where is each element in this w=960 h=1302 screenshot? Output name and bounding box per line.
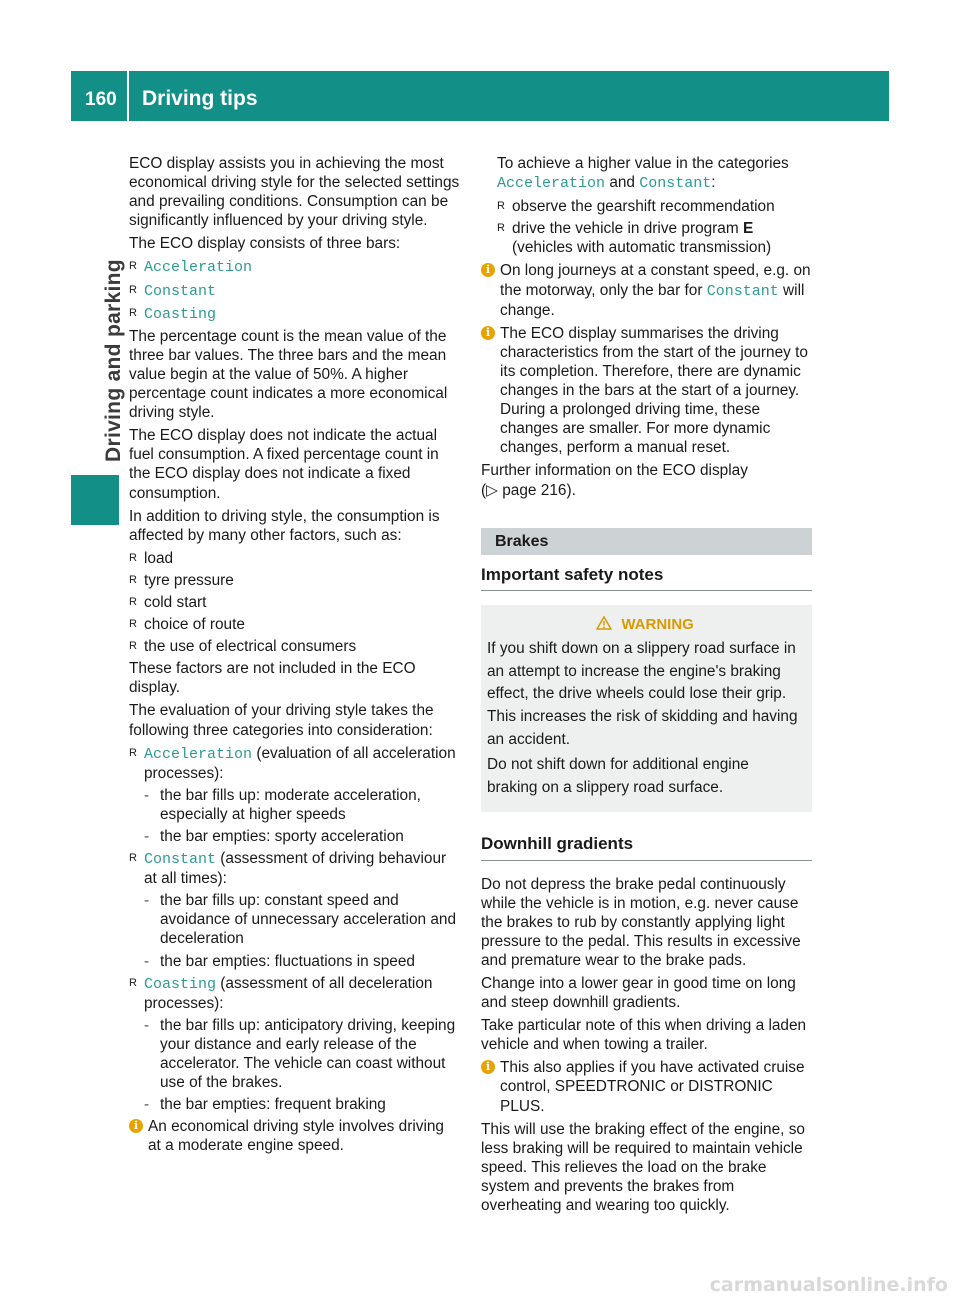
paragraph: This will use the braking effect of the engine, so less braking will be required to maintain vehicle speed. This relieves the load on the brake system and prevents the brakes from overheating and wearing too quickly. — [481, 1120, 805, 1215]
sub-list-text: the bar empties: sporty acceleration — [160, 828, 404, 845]
bullet-marker-icon: R — [129, 640, 137, 653]
sub-list-text: the bar fills up: anticipatory driving, keeping your distance and early release of the accelerator. The vehicle can coast without use of the brakes. — [160, 1016, 456, 1092]
info-text: On long journeys at a constant speed, e.g. on the motorway, only the bar for — [500, 262, 811, 299]
side-tab-marker — [71, 475, 119, 525]
list-item-text: (vehicles with automatic transmission) — [512, 239, 772, 257]
list-item-text: observe the gearshift recommendation — [512, 198, 775, 216]
category-desc: (evaluation of all acceleration processes): — [144, 744, 456, 782]
info-text: This also applies if you have activated cruise control, SPEEDTRONIC or DISTRONIC PLUS. — [500, 1059, 805, 1115]
sub-list-item — [129, 952, 461, 971]
paragraph: Change into a lower gear in good time on long and steep downhill gradients. — [481, 975, 796, 1012]
list-item — [129, 615, 461, 634]
list-item — [129, 549, 461, 568]
code-term: Constant — [144, 282, 217, 300]
further-text: Further information on the ECO display — [481, 462, 748, 480]
dash-marker: - — [144, 828, 150, 845]
info-icon: i — [129, 1119, 143, 1133]
code-term: Acceleration — [144, 259, 253, 277]
code-term: Constant — [706, 282, 779, 300]
sub-list-item — [129, 786, 461, 824]
category-desc: (assessment of all deceleration processes): — [144, 974, 433, 1012]
category-item-constant — [129, 849, 461, 888]
list-item-text: drive the vehicle in drive program — [512, 220, 739, 238]
list-item — [129, 304, 461, 324]
dash-marker: - — [144, 952, 150, 970]
info-note — [129, 1117, 461, 1155]
page-reference-arrow-icon: (▷ — [481, 481, 498, 499]
info-icon: i — [481, 263, 495, 277]
list-item-text: choice of route — [144, 616, 245, 634]
bullet-marker-icon: R — [497, 222, 505, 235]
code-term: Coasting — [144, 305, 217, 323]
sub-list-text: the bar empties: fluctuations in speed — [160, 952, 415, 970]
drive-program-letter: E — [742, 220, 754, 238]
subheading-downhill-gradients: Downhill gradients — [481, 834, 812, 860]
category-item-coasting — [129, 974, 461, 1013]
dash-marker: - — [144, 892, 150, 910]
bullet-marker-icon: R — [129, 595, 137, 608]
intro-and: and — [609, 174, 635, 192]
dash-marker: - — [144, 1096, 150, 1114]
list-item — [129, 571, 461, 590]
paragraph: The percentage count is the mean value of the three bar values. The three bars and the mean value begin at the value of 50%. A higher percentage count indicates a more economical driving style. — [129, 327, 448, 422]
category-item-acceleration — [129, 744, 461, 783]
paragraph — [481, 461, 812, 499]
warning-text: If you shift down on a slippery road surface in an attempt to increase the engine's braking effect, the drive wheels could lose their grip. This increases the risk of skidding and having an accident. — [487, 640, 798, 748]
sub-list-item — [129, 1016, 461, 1092]
sub-list-item — [129, 891, 461, 948]
sub-list-text: the bar fills up: moderate acceleration, especially at higher speeds — [160, 786, 421, 823]
bullet-marker-icon: R — [129, 283, 137, 296]
info-icon: i — [481, 326, 495, 340]
list-item — [497, 197, 812, 216]
warning-text: Do not shift down for additional engine braking on a slippery road surface. — [487, 756, 749, 796]
list-item — [129, 281, 461, 301]
page-title: Driving tips — [142, 87, 258, 110]
code-term: Acceleration — [497, 175, 606, 193]
info-text: An economical driving style involves driving at a moderate engine speed. — [148, 1118, 444, 1155]
dash-marker: - — [144, 786, 150, 804]
sub-list-text: the bar fills up: constant speed and avoidance of unnecessary acceleration and deceleration — [160, 892, 457, 948]
paragraph: The evaluation of your driving style takes the following three categories into consideration: — [129, 702, 434, 739]
paragraph: The ECO display consists of three bars: — [129, 235, 401, 253]
section-heading-brakes: Brakes — [481, 528, 812, 555]
paragraph: The ECO display does not indicate the actual fuel consumption. A fixed percentage count in the ECO display does not indicate a fixed consumption. — [129, 427, 439, 502]
paragraph: In addition to driving style, the consumption is affected by many other factors, such as: — [129, 507, 440, 544]
warning-box — [481, 605, 812, 813]
list-item-text: load — [144, 549, 174, 567]
page-number: 160 — [85, 89, 117, 110]
list-item — [129, 637, 461, 656]
code-term: Acceleration — [144, 745, 253, 763]
info-text: The ECO display summarises the driving characteristics from the start of the journey to its completion. Therefore, there are dynamic changes in the bars at the start of a journey. During a prolonged driving time, these changes are smaller. For more dynamic changes, perform a manual reset. — [500, 324, 808, 457]
code-term: Constant — [144, 851, 217, 869]
right-column — [481, 154, 812, 1219]
info-note — [481, 324, 812, 458]
paragraph: Do not depress the brake pedal continuously while the vehicle is in motion, e.g. never cause the brakes to rub by constantly applying light pressure to the pedal. This results in excessive and premature wear to the brake pads. — [481, 875, 801, 969]
paragraph: Take particular note of this when driving a laden vehicle and when towing a trailer. — [481, 1017, 807, 1054]
intro-colon: : — [711, 174, 716, 192]
page-reference-link[interactable]: page 216). — [502, 481, 576, 499]
list-item — [129, 257, 461, 277]
bullet-marker-icon: R — [129, 573, 137, 586]
category-desc: (assessment of driving behaviour at all times): — [144, 850, 447, 888]
left-column — [129, 154, 461, 1160]
subheading-safety-notes: Important safety notes — [481, 565, 812, 591]
bullet-marker-icon: R — [129, 746, 137, 759]
warning-title: WARNING — [621, 615, 694, 633]
bullet-marker-icon: R — [129, 260, 137, 273]
bullet-marker-icon: R — [497, 200, 505, 213]
info-note — [481, 1058, 812, 1115]
bullet-marker-icon: R — [129, 551, 137, 564]
header-divider — [127, 71, 129, 121]
dash-marker: - — [144, 1016, 150, 1034]
sub-list-item — [129, 1095, 461, 1114]
sub-list-text: the bar empties: frequent braking — [160, 1096, 386, 1114]
code-term: Constant — [639, 175, 712, 193]
bullet-marker-icon: R — [129, 852, 137, 865]
bullet-marker-icon: R — [129, 976, 137, 989]
list-item — [129, 593, 461, 612]
paragraph: ECO display assists you in achieving the most economical driving style for the selected settings and prevailing conditions. Consumption can be significantly influenced by your driving style. — [129, 155, 460, 230]
side-label-text: Driving and parking — [102, 259, 125, 462]
paragraph: These factors are not included in the ECO display. — [129, 660, 416, 697]
intro-text: To achieve a higher value in the categories — [497, 155, 789, 172]
list-item-text: cold start — [144, 593, 207, 611]
info-note — [481, 261, 812, 319]
info-text: will change. — [500, 281, 805, 319]
warning-triangle-icon — [596, 616, 612, 630]
intro-paragraph — [481, 154, 812, 193]
warning-header — [487, 614, 803, 637]
watermark: carmanualsonline.info — [709, 1274, 948, 1296]
code-term: Coasting — [144, 975, 217, 993]
list-item-text: the use of electrical consumers — [144, 638, 357, 656]
info-icon: i — [481, 1060, 495, 1074]
list-item — [497, 219, 812, 257]
bullet-marker-icon: R — [129, 618, 137, 631]
list-item-text: tyre pressure — [144, 571, 234, 589]
sub-list-item — [129, 827, 461, 846]
bullet-marker-icon: R — [129, 306, 137, 319]
